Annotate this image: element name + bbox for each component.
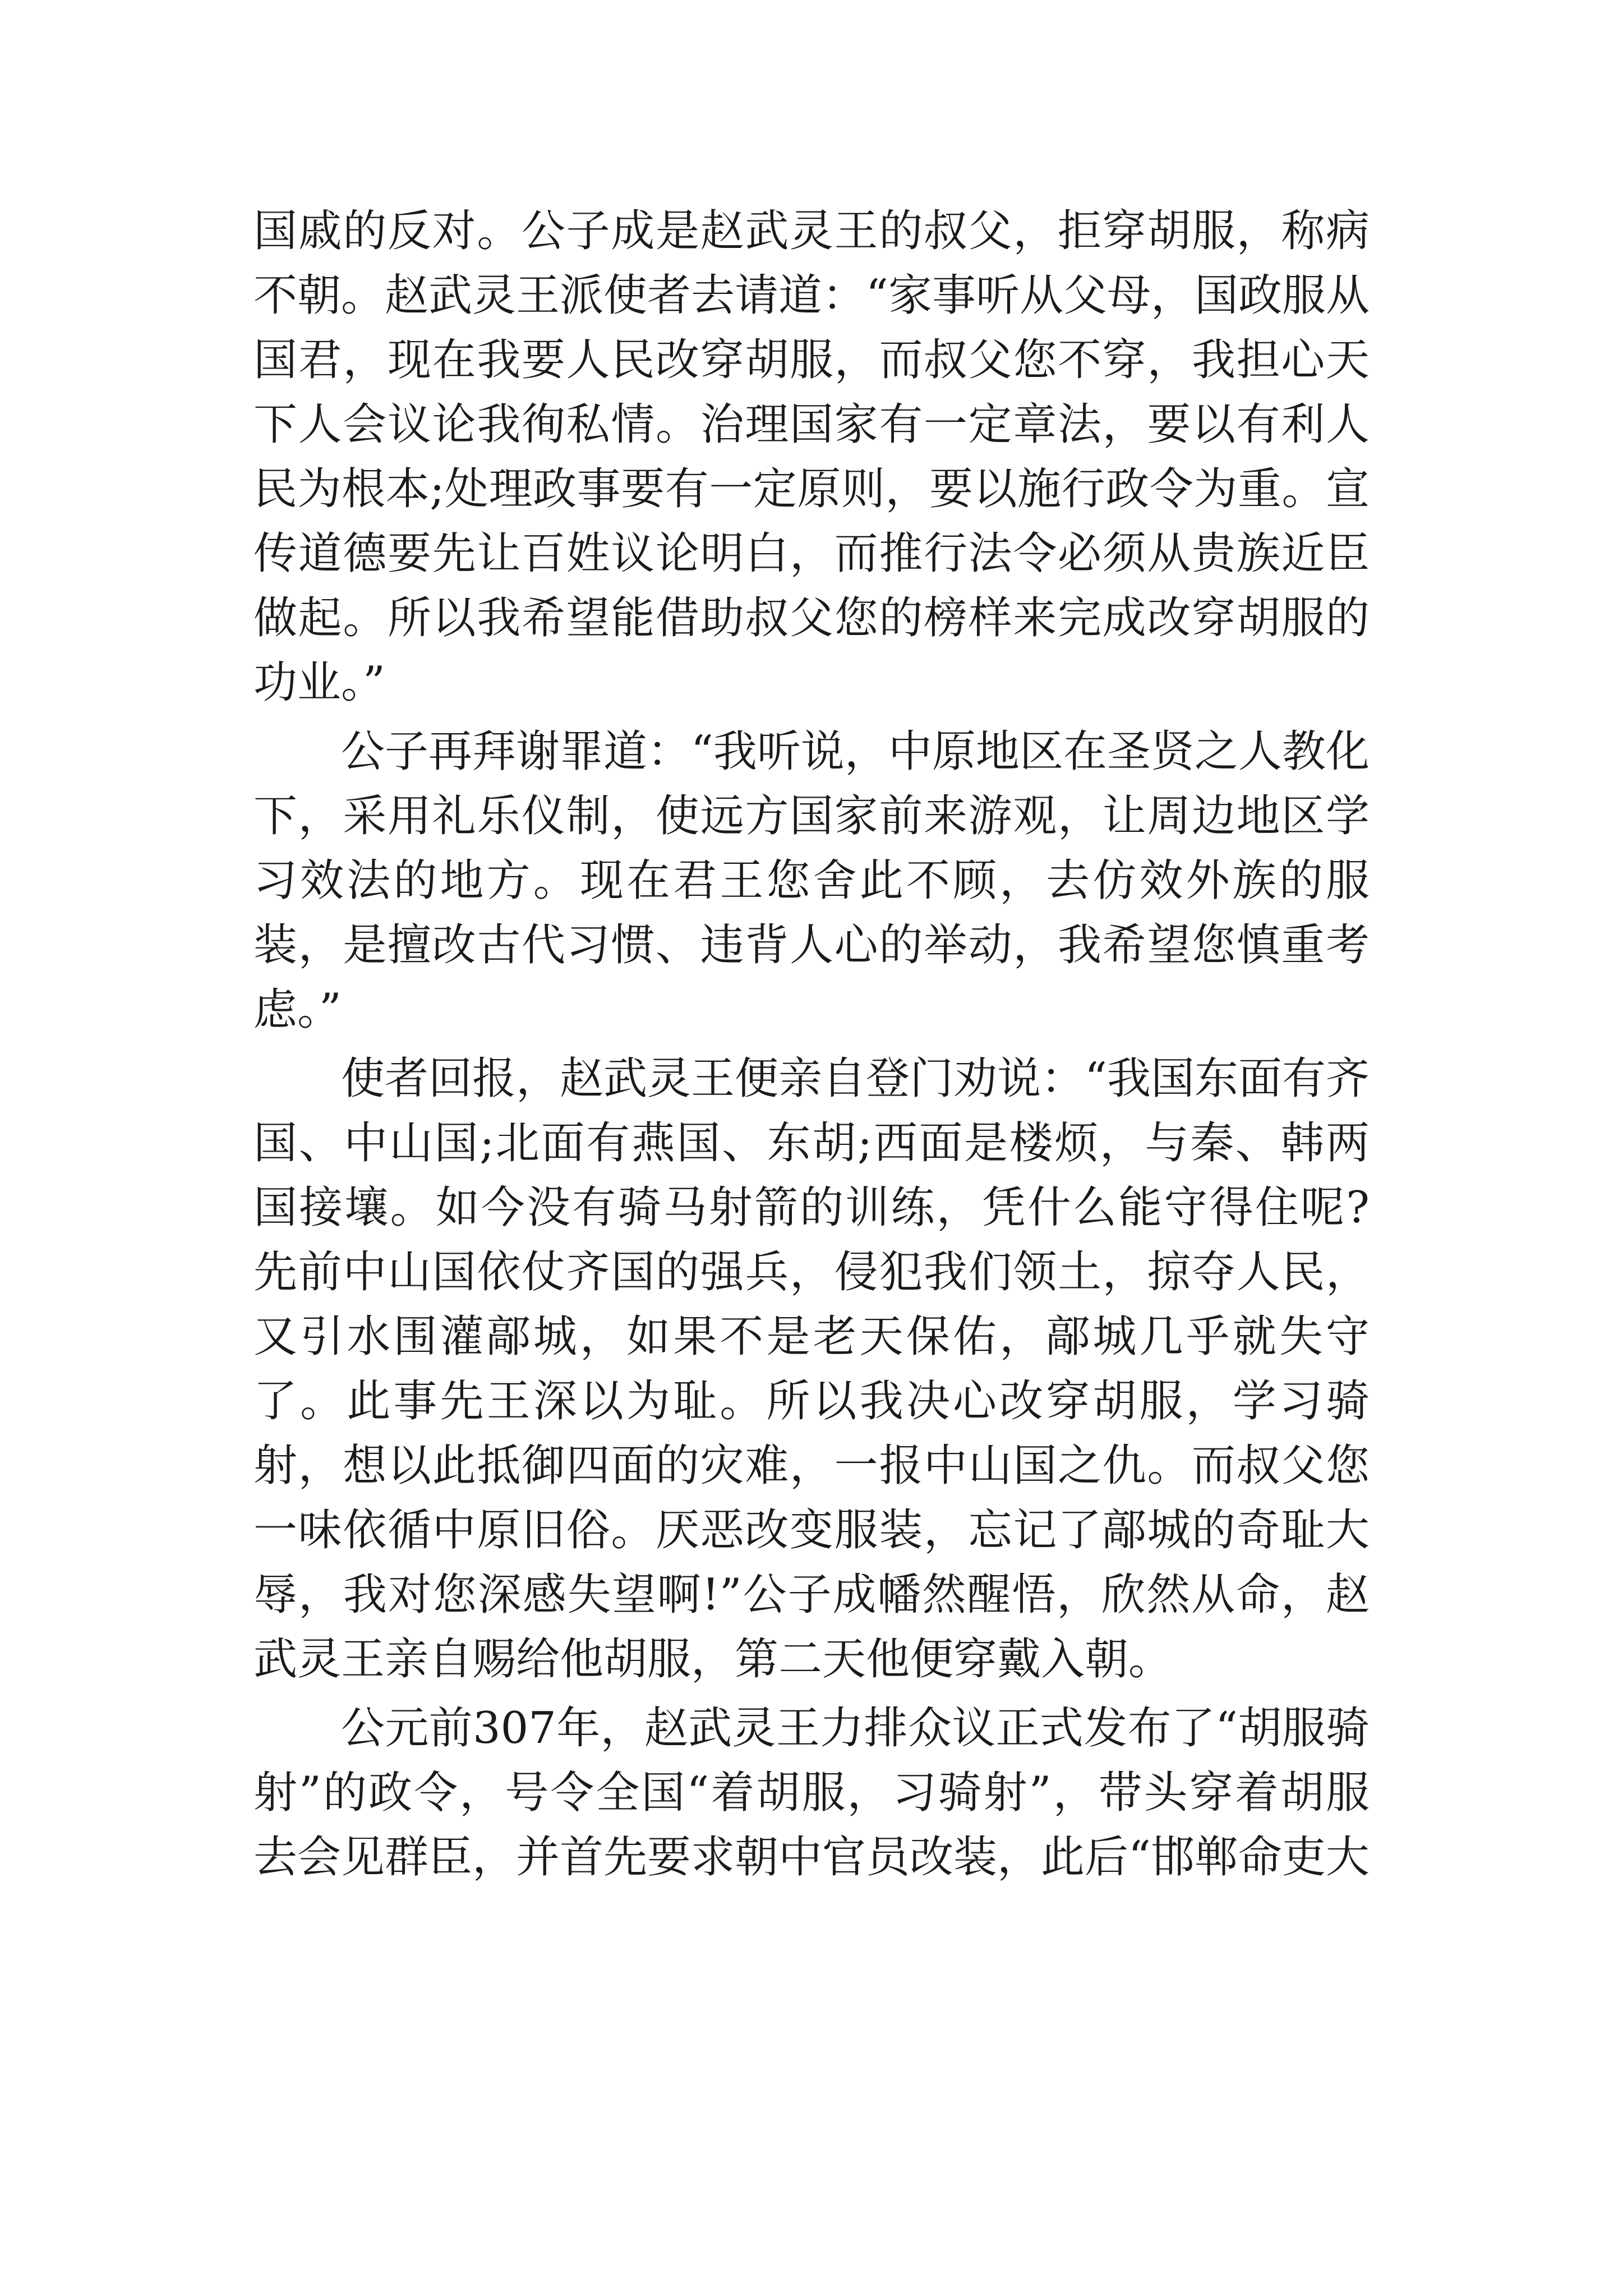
paragraph-2: 公子再拜谢罪道：“我听说，中原地区在圣贤之人教化下，采用礼乐仪制，使远方国家前来游观，让周边地区学习效法的地方。现在君王您舍此不顾，去仿效外族的服装，是擅改古代习惯、违背人心的举动，我希望您慎重考虑。” — [253, 726, 1370, 1035]
body-text — [253, 199, 1370, 1894]
paragraph-4: 公元前307年，赵武灵王力排众议正式发布了“胡服骑射”的政令，号令全国“着胡服，习骑射”，带头穿着胡服去会见群臣，并首先要求朝中官员改装，此后“邯郸命吏大 — [253, 1703, 1370, 1883]
paragraph-1: 国戚的反对。公子成是赵武灵王的叔父，拒穿胡服，称病不朝。赵武灵王派使者去请道：“家事听从父母，国政服从国君，现在我要人民改穿胡服，而叔父您不穿，我担心天下人会议论我徇私情。治理国家有一定章法，要以有利人民为根本;处理政事要有一定原则，要以施行政令为重。宣传道德要先让百姓议论明白，而推行法令必须从贵族近臣做起。所以我希望能借助叔父您的榜样来完成改穿胡服的功业。” — [253, 206, 1370, 708]
paragraph-3: 使者回报，赵武灵王便亲自登门劝说：“我国东面有齐国、中山国;北面有燕国、东胡;西面是楼烦，与秦、韩两国接壤。如今没有骑马射箭的训练，凭什么能守得住呢?先前中山国依仗齐国的强兵，侵犯我们领土，掠夺人民，又引水围灌鄗城，如果不是老天保佑，鄗城几乎就失守了。此事先王深以为耻。所以我决心改穿胡服，学习骑射，想以此抵御四面的灾难，一报中山国之仇。而叔父您一味依循中原旧俗。厌恶改变服装，忘记了鄗城的奇耻大辱，我对您深感失望啊!”公子成幡然醒悟，欣然从命，赵武灵王亲自赐给他胡服，第二天他便穿戴入朝。 — [253, 1053, 1370, 1685]
